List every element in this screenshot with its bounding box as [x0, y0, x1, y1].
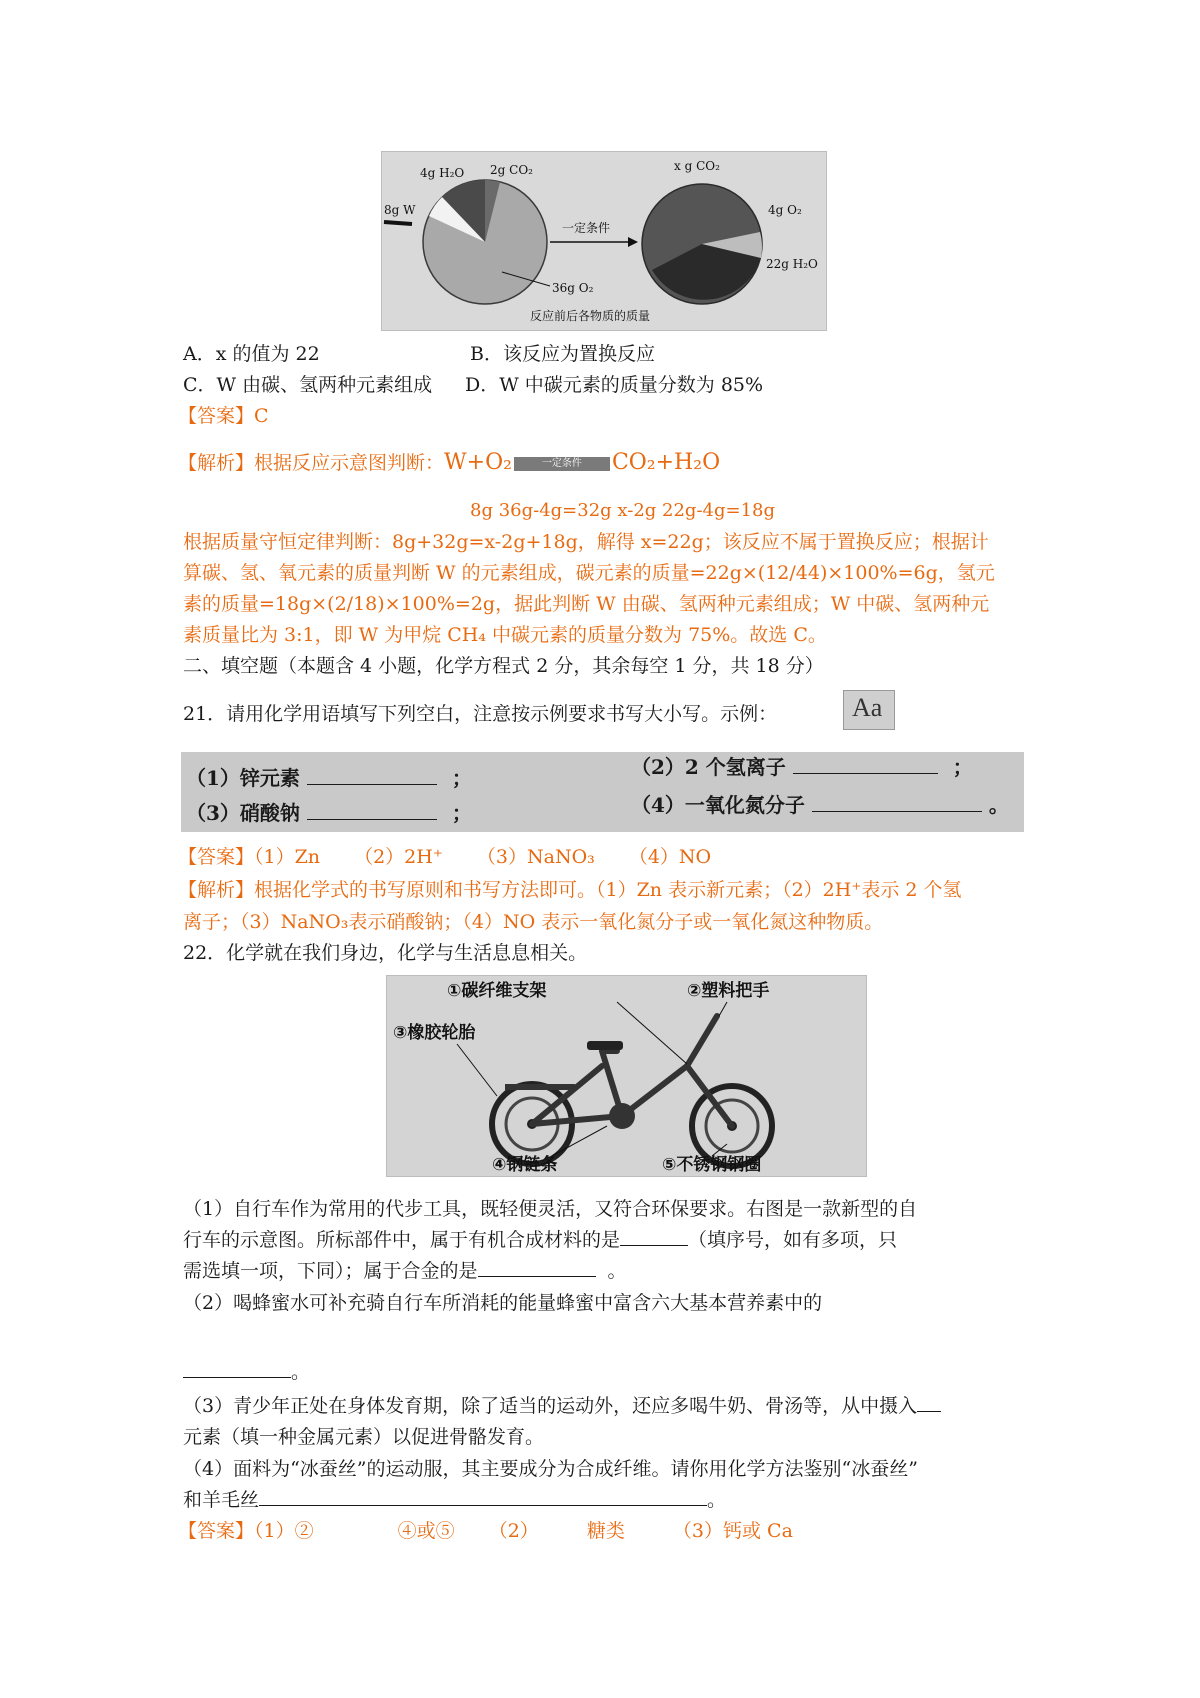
q20-analysis-line-4: 素质量比为 3:1，即 W 为甲烷 CH₄ 中碳元素的质量分数为 75%。故选 C。 [183, 624, 827, 646]
case-example: Aa [852, 693, 883, 722]
answer-1b: ④或⑤ [397, 1520, 455, 1542]
q20-analysis-line-1: 根据质量守恒定律判断：8g+32g=x-2g+18g，解得 x=22g；该反应不属于置换反应；根据计 [183, 531, 989, 553]
q21-stem [183, 701, 777, 727]
label-36g-o2: 36g O₂ [552, 281, 594, 295]
arrow-condition: 一定条件 [562, 221, 611, 235]
answer-1: （1）Zn [254, 846, 321, 868]
sep-1: ； [451, 766, 472, 790]
label-carbon-fiber: ①碳纤维支架 [447, 981, 547, 1001]
q21-item-1 [186, 765, 472, 791]
q21-answer [178, 844, 711, 870]
pie-after [642, 184, 762, 304]
blank-metal-element[interactable] [917, 1393, 941, 1412]
label-stainless-rim: ⑤不锈钢钢圈 [662, 1155, 762, 1175]
answer-4: （4）NO [628, 846, 712, 868]
option-c: C．W 由碳、氢两种元素组成 [183, 374, 433, 396]
blank-2[interactable] [793, 755, 938, 774]
reaction-mass-figure [381, 151, 827, 331]
analysis-tag: 【解析】 [178, 879, 255, 901]
equation-products: CO₂+H₂O [611, 450, 721, 475]
q20-analysis-line-3: 素的质量=18g×(2/18)×100%=2g，据此判断 W 由碳、氢两种元素组成；W 中碳、氢两种元 [183, 593, 990, 615]
q22-p4-line-1: （4）面料为“冰蚕丝”的运动服，其主要成分为合成纤维。请你用化学方法鉴别“冰蚕丝” [183, 1458, 918, 1480]
q22-p1-line-2 [183, 1227, 897, 1253]
answer-2: （2）2H⁺ [354, 846, 443, 868]
blank-nutrient[interactable] [183, 1359, 291, 1378]
q22-p4-line-2 [183, 1487, 726, 1513]
figure-caption: 反应前后各物质的质量 [530, 309, 651, 323]
blank-organic-synthetic[interactable] [620, 1227, 688, 1246]
p4-text-a: 和羊毛丝 [183, 1489, 260, 1511]
label-4g-o2: 4g O₂ [768, 203, 802, 217]
item-2-label: （2）2 个氢离子 [631, 755, 786, 779]
q21-fill-panel [181, 752, 1024, 832]
q20-answer [178, 403, 269, 429]
answer-3: （3）钙或 Ca [672, 1520, 793, 1542]
p1-l3-text-a: 需选填一项，下同）；属于合金的是 [183, 1260, 478, 1282]
q21-item-4 [631, 792, 1009, 818]
pie-before [423, 180, 547, 304]
q22-p2-line: （2）喝蜂蜜水可补充骑自行车所消耗的能量蜂蜜中富含六大基本营养素中的 [183, 1292, 823, 1314]
q22-stem: 22．化学就在我们身边，化学与生活息息相关。 [183, 942, 588, 964]
label-8g-w: 8g W [384, 203, 416, 217]
blank-4[interactable] [812, 793, 982, 812]
answer-1: （1）② [254, 1520, 314, 1542]
blank-identification-method[interactable] [259, 1487, 707, 1506]
analysis-tag: 【解析】 [178, 452, 255, 474]
q20-analysis-line-2: 算碳、氢、氧元素的质量判断 W 的元素组成，碳元素的质量=22g×(12/44)×100%=6g，氢元 [183, 562, 995, 584]
sep-3: ； [451, 801, 472, 825]
p1-l2-text-b: （填序号，如有多项，只 [688, 1229, 898, 1251]
q20-masses: 8g 36g-4g=32g x-2g 22g-4g=18g [470, 500, 776, 521]
chainring [609, 1103, 635, 1129]
label-22g-h2o: 22g H₂O [766, 257, 818, 271]
q20-analysis-lead [178, 450, 720, 476]
label-rubber-tire: ③橡胶轮胎 [393, 1023, 476, 1043]
q21-item-3 [186, 800, 472, 826]
equation-condition: 一定条件 [514, 457, 610, 471]
bike-seat [587, 1041, 623, 1050]
option-a: A．x 的值为 22 [183, 343, 320, 365]
label-x-g-co2: x g CO₂ [674, 159, 720, 173]
q22-p1-line-1: （1）自行车作为常用的代步工具，既轻便灵活，又符合环保要求。右图是一款新型的自 [183, 1198, 918, 1220]
answer-3: （3）NaNO₃ [476, 846, 595, 868]
q21-stem-text: 21．请用化学用语填写下列空白，注意按示例要求书写大小写。示例： [183, 703, 778, 725]
p1-l3-text-b: 。 [607, 1260, 627, 1282]
label-plastic-handle: ②塑料把手 [687, 981, 770, 1001]
end-mark: 。 [988, 793, 1009, 817]
item-3-label: （3）硝酸钠 [186, 801, 300, 825]
label-4g-h2o: 4g H₂O [420, 166, 465, 180]
option-b: B．该反应为置换反应 [470, 343, 655, 365]
answer-2b: 糖类 [586, 1520, 625, 1542]
answer-tag: 【答案】 [178, 846, 255, 868]
q22-answer [178, 1518, 793, 1544]
p1-l2-text-a: 行车的示意图。所标部件中，属于有机合成材料的是 [183, 1229, 621, 1251]
blank-alloy[interactable] [478, 1258, 596, 1277]
analysis-text-1: 根据化学式的书写原则和书写方法即可。（1）Zn 表示新元素；（2）2H⁺表示 2 个氢 [254, 879, 962, 901]
item-1-label: （1）锌元素 [186, 766, 300, 790]
bicycle-figure [386, 975, 867, 1177]
rear-rack [505, 1084, 575, 1090]
label-steel-chain: ④钢链条 [492, 1155, 558, 1175]
answer-tag: 【答案】 [178, 1520, 255, 1542]
q22-p1-line-3 [183, 1258, 627, 1284]
answer-tag: 【答案】 [178, 405, 255, 427]
blank-3[interactable] [307, 801, 437, 820]
section-2-title: 二、填空题（本题含 4 小题，化学方程式 2 分，其余每空 1 分，共 18 分） [183, 655, 824, 677]
answer-2: （2） [488, 1520, 539, 1542]
answer-value: C [254, 405, 269, 427]
p4-text-b: 。 [707, 1489, 727, 1511]
label-2g-co2: 2g CO₂ [490, 163, 533, 177]
option-d: D．W 中碳元素的质量分数为 85% [465, 374, 764, 396]
q22-p3-line-1 [183, 1393, 941, 1419]
q22-p3-line-2: 元素（填一种金属元素）以促进骨骼发育。 [183, 1426, 545, 1448]
w-pointer [384, 222, 412, 224]
q22-p2-blank-line [183, 1359, 310, 1385]
q21-analysis-line-1 [178, 877, 962, 903]
item-4-label: （4）一氧化氮分子 [631, 793, 805, 817]
p2-end: 。 [291, 1361, 311, 1383]
case-example-box [843, 690, 895, 730]
p3-text: （3）青少年正处在身体发育期，除了适当的运动外，还应多喝牛奶、骨汤等，从中摄入 [183, 1395, 918, 1417]
equation-reactants: W+O₂ [444, 450, 512, 475]
analysis-lead: 根据反应示意图判断： [254, 452, 445, 474]
blank-1[interactable] [307, 766, 437, 785]
q21-analysis-line-2: 离子；（3）NaNO₃表示硝酸钠；（4）NO 表示一氧化氮分子或一氧化氮这种物质。 [183, 911, 884, 933]
q21-item-2 [631, 754, 973, 780]
sep-2: ； [952, 755, 973, 779]
